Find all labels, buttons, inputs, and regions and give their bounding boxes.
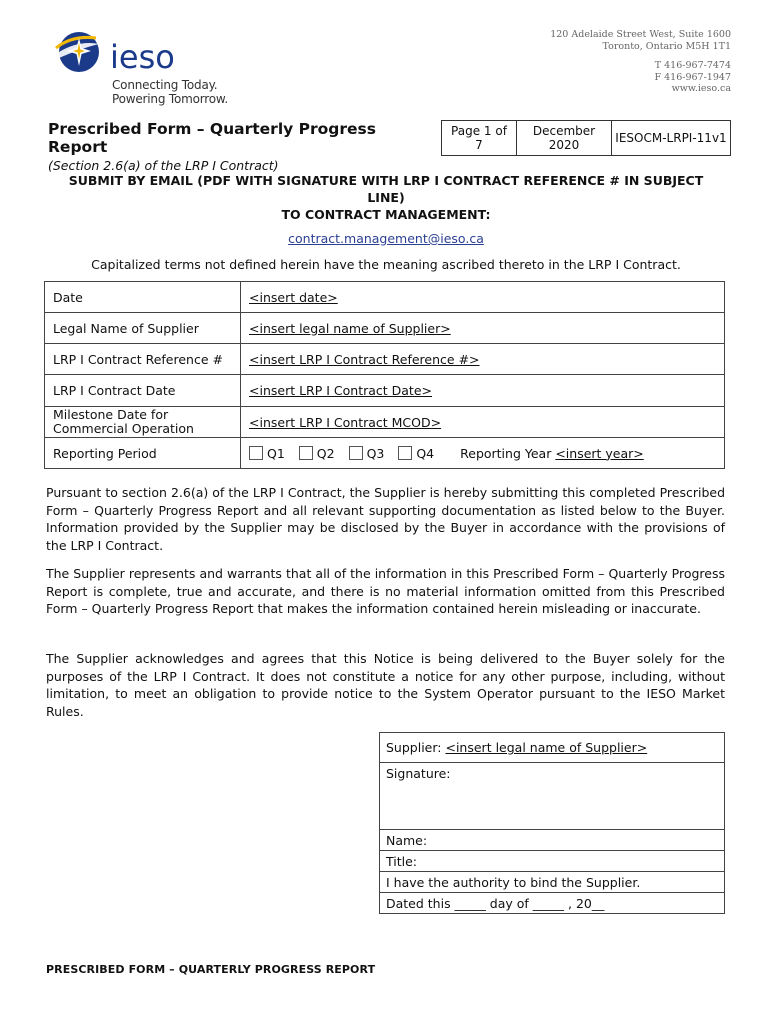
legal-name-field[interactable]: <insert legal name of Supplier> <box>241 313 725 344</box>
milestone-date-field[interactable]: <insert LRP I Contract MCOD> <box>241 407 725 438</box>
reporting-period-options <box>241 438 725 469</box>
q1-label: Q1 <box>267 445 285 461</box>
submit-line-3: TO CONTRACT MANAGEMENT: <box>281 207 491 222</box>
table-row <box>380 893 725 914</box>
phone-number: T 416-967-7474 <box>654 60 731 71</box>
acknowledges-paragraph: The Supplier acknowledges and agrees that this Notice is being delivered to the Buyer solely for the purposes of the LRP I Contract. It does not constitute a notice for any other purpose, including, without limitation, to meet an obligation to provide notice to the System Operator pursuant to the IESO Market Rules. <box>46 651 725 719</box>
address-block <box>550 29 731 95</box>
page-footer: PRESCRIBED FORM – QUARTERLY PROGRESS REPORT <box>46 963 376 976</box>
q2-checkbox[interactable] <box>299 446 313 460</box>
dated-field[interactable]: Dated this _____ day of _____ , 20__ <box>380 893 725 914</box>
supplier-info-table <box>44 281 725 469</box>
date-label: Date <box>45 282 241 313</box>
contract-management-email-link[interactable]: contract.management@ieso.ca <box>288 231 484 246</box>
table-row <box>45 282 725 313</box>
date-line-1: December <box>532 124 596 138</box>
reporting-year-label: Reporting Year <box>460 445 552 461</box>
form-title: Prescribed Form – Quarterly Progress Report <box>48 120 376 156</box>
contract-reference-label: LRP I Contract Reference # <box>45 344 241 375</box>
signature-field[interactable] <box>380 763 725 830</box>
authority-statement: I have the authority to bind the Supplier. <box>380 872 725 893</box>
submit-instructions <box>46 172 726 223</box>
table-row <box>45 313 725 344</box>
page-count-cell <box>442 121 517 156</box>
signature-block <box>379 732 725 914</box>
contract-reference-field[interactable]: <insert LRP I Contract Reference #> <box>241 344 725 375</box>
q3-label: Q3 <box>366 445 385 461</box>
form-subtitle: (Section 2.6(a) of the LRP I Contract) <box>48 158 279 173</box>
table-row <box>380 851 725 872</box>
tagline-line-1: Connecting Today. <box>112 78 218 92</box>
table-row <box>45 375 725 407</box>
tagline <box>112 78 228 106</box>
table-row <box>380 872 725 893</box>
tagline-line-2: Powering Tomorrow. <box>112 92 228 106</box>
table-row <box>45 344 725 375</box>
q2-label: Q2 <box>316 445 335 461</box>
date-cell <box>517 121 612 156</box>
q4-checkbox[interactable] <box>398 446 412 460</box>
table-row <box>380 763 725 830</box>
reporting-year-field[interactable]: <insert year> <box>555 445 644 461</box>
title-field[interactable] <box>380 851 725 872</box>
contract-date-label: LRP I Contract Date <box>45 375 241 407</box>
title-label: Title: <box>386 853 417 869</box>
supplier-label: Supplier: <box>386 740 442 755</box>
milestone-date-label: Milestone Date for Commercial Operation <box>45 407 241 438</box>
table-row <box>45 438 725 469</box>
q4-label: Q4 <box>416 445 435 461</box>
table-row <box>380 733 725 763</box>
name-label: Name: <box>386 832 428 848</box>
date-field[interactable]: <insert date> <box>241 282 725 313</box>
supplier-name-field[interactable]: <insert legal name of Supplier> <box>445 740 648 755</box>
pursuant-paragraph: Pursuant to section 2.6(a) of the LRP I Contract, the Supplier is hereby submitting this completed Prescribed Form – Quarterly Progress Report and all relevant supporting documentation as listed below to the Buyer. Information provided by the Supplier may be disclosed by the Buyer in accordance with the provisions of the LRP I Contract. <box>46 485 725 553</box>
legal-name-label: Legal Name of Supplier <box>45 313 241 344</box>
name-field[interactable] <box>380 830 725 851</box>
q1-checkbox[interactable] <box>249 446 263 460</box>
logo-wordmark: ieso <box>110 38 175 76</box>
date-line-2: 2020 <box>548 138 580 152</box>
table-row <box>45 407 725 438</box>
capitalized-terms-note: Capitalized terms not defined herein have the meaning ascribed thereto in the LRP I Contract. <box>91 257 681 272</box>
contract-date-field[interactable]: <insert LRP I Contract Date> <box>241 375 725 407</box>
submit-line-1: SUBMIT BY EMAIL (PDF WITH SIGNATURE WITH LRP I CONTRACT REFERENCE # IN SUBJECT <box>68 173 704 188</box>
website: www.ieso.ca <box>671 83 731 94</box>
q3-checkbox[interactable] <box>349 446 363 460</box>
address-line-2: Toronto, Ontario M5H 1T1 <box>602 40 731 52</box>
form-meta-table <box>441 120 731 156</box>
page-line-1: Page 1 of <box>451 124 507 138</box>
fax-number: F 416-967-1947 <box>654 71 731 83</box>
supplier-signature-row <box>380 733 725 763</box>
signature-label: Signature: <box>386 766 451 781</box>
address-line-1: 120 Adelaide Street West, Suite 1600 <box>550 29 731 40</box>
represents-paragraph: The Supplier represents and warrants that all of the information in this Prescribed Form – Quarterly Progress Report is complete, true and accurate, and there is no material information omitted from this Prescribed Form – Quarterly Progress Report that makes the information contained herein misleading or inaccurate. <box>46 566 725 617</box>
submit-line-2: LINE) <box>367 190 405 205</box>
table-row <box>380 830 725 851</box>
reporting-period-label: Reporting Period <box>45 438 241 469</box>
form-code-cell: IESOCM-LRPI-11v1 <box>612 121 731 156</box>
page-line-2: 7 <box>475 138 483 152</box>
form-title-block <box>48 120 438 173</box>
